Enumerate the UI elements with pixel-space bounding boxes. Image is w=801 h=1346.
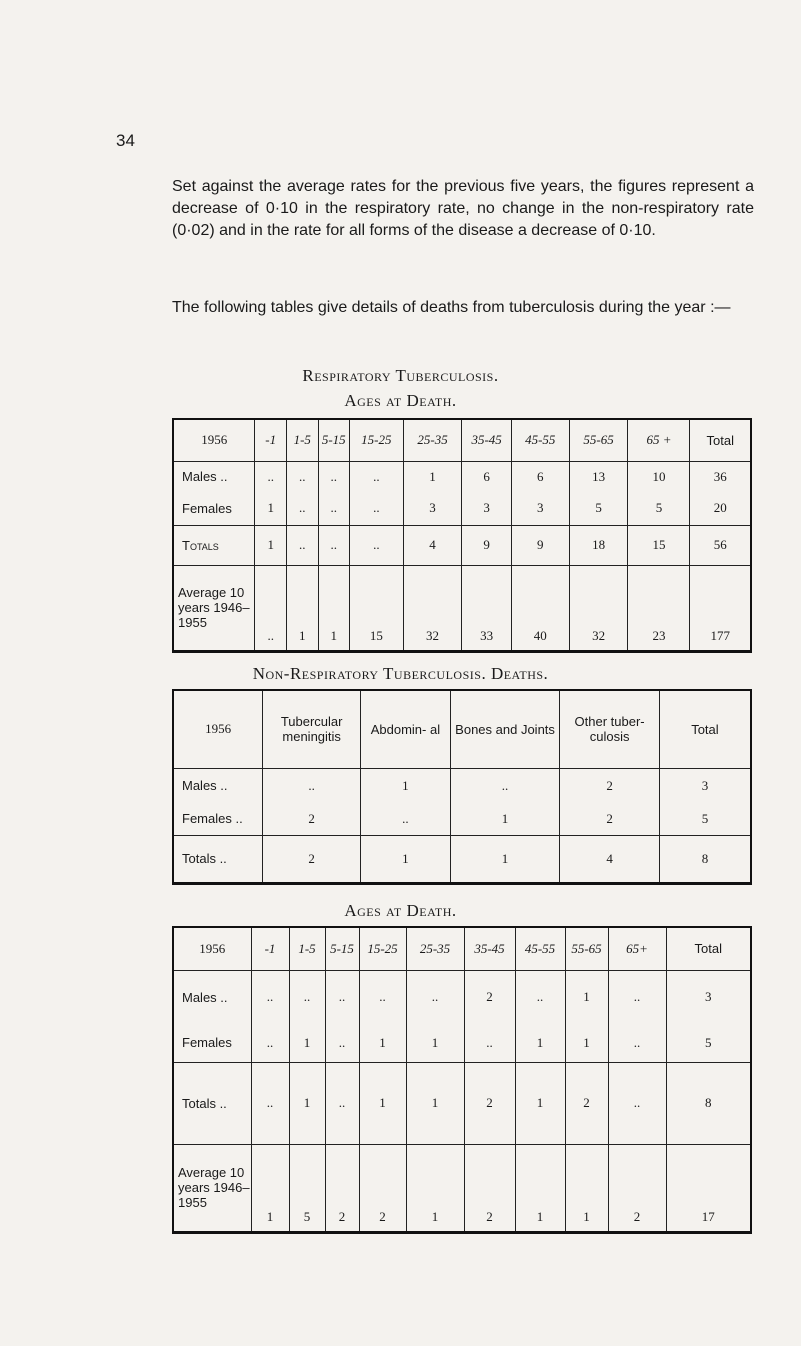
totals-row [173, 1062, 751, 1144]
non-respiratory-deaths-table [172, 689, 752, 885]
cell: .. [318, 461, 350, 492]
average-row [173, 565, 751, 651]
cell: 4 [403, 525, 462, 565]
cell: .. [450, 768, 560, 803]
cell: 18 [569, 525, 628, 565]
cell: .. [286, 525, 318, 565]
cell: 1 [289, 1024, 325, 1062]
cell: .. [251, 1024, 289, 1062]
cell: 20 [690, 492, 751, 525]
cell: 13 [569, 461, 628, 492]
cell: .. [255, 565, 287, 651]
cell: 2 [263, 803, 361, 835]
cell: .. [318, 492, 350, 525]
cell: 1 [403, 461, 462, 492]
header-age: 25-35 [406, 927, 464, 970]
header-age: 35-45 [464, 927, 515, 970]
cell: 2 [565, 1062, 608, 1144]
cell: 3 [666, 970, 751, 1024]
cell: 2 [359, 1144, 406, 1232]
cell: .. [289, 970, 325, 1024]
cell: 6 [462, 461, 511, 492]
cell: 15 [628, 525, 690, 565]
page-number: 34 [116, 131, 135, 150]
table-row [173, 492, 751, 525]
header-other: Other tuber- culosis [560, 690, 660, 768]
cell: .. [350, 492, 404, 525]
header-age: 5-15 [318, 419, 350, 461]
cell: 2 [608, 1144, 666, 1232]
non-respiratory-title: Non-Respiratory Tuberculosis. Deaths. [252, 664, 549, 683]
cell: 1 [406, 1062, 464, 1144]
header-age: 45-55 [511, 419, 569, 461]
cell: .. [325, 1062, 359, 1144]
cell: 1 [406, 1024, 464, 1062]
header-row [173, 927, 751, 970]
header-bones-joints: Bones and Joints [450, 690, 560, 768]
cell: .. [464, 1024, 515, 1062]
table-row [173, 461, 751, 492]
average-row [173, 1144, 751, 1232]
cell: 32 [569, 565, 628, 651]
header-row [173, 419, 751, 461]
header-age: -1 [251, 927, 289, 970]
cell: 1 [361, 835, 451, 883]
cell: 1 [565, 1024, 608, 1062]
intro-paragraph: Set against the average rates for the previous five years, the figures represent a decrease of 0·10 in the respiratory rate, no change in the non-respiratory rate (0·02) and in the rate for all forms of the disease a decrease of 0·10. [172, 178, 754, 239]
cell: .. [608, 1024, 666, 1062]
cell: 1 [450, 835, 560, 883]
header-age: 1-5 [286, 419, 318, 461]
cell: 3 [403, 492, 462, 525]
cell: 1 [251, 1144, 289, 1232]
cell: .. [325, 1024, 359, 1062]
header-tubercular-meningitis: Tubercular meningitis [263, 690, 361, 768]
cell: .. [608, 1062, 666, 1144]
totals-row [173, 525, 751, 565]
cell: 5 [289, 1144, 325, 1232]
cell: .. [350, 525, 404, 565]
cell: .. [325, 970, 359, 1024]
header-age: 45-55 [515, 927, 565, 970]
header-age: 55-65 [569, 419, 628, 461]
header-age: 5-15 [325, 927, 359, 970]
cell: 1 [318, 565, 350, 651]
row-label: Totals [173, 525, 255, 565]
cell: 1 [515, 1024, 565, 1062]
header-age: 25-35 [403, 419, 462, 461]
row-label: Totals .. [173, 1062, 251, 1144]
cell: .. [359, 970, 406, 1024]
cell: 1 [361, 768, 451, 803]
cell: .. [251, 970, 289, 1024]
cell: 1 [289, 1062, 325, 1144]
cell: .. [255, 461, 287, 492]
cell: .. [286, 492, 318, 525]
header-age: 65 + [628, 419, 690, 461]
header-year: 1956 [173, 927, 251, 970]
cell: 1 [255, 492, 287, 525]
cell: 56 [690, 525, 751, 565]
cell: 1 [515, 1144, 565, 1232]
totals-row [173, 835, 751, 883]
cell: .. [515, 970, 565, 1024]
cell: 2 [560, 768, 660, 803]
cell: 5 [666, 1024, 751, 1062]
cell: 2 [464, 970, 515, 1024]
cell: 9 [462, 525, 511, 565]
cell: 5 [569, 492, 628, 525]
cell: 23 [628, 565, 690, 651]
cell: 8 [659, 835, 751, 883]
row-label: Males .. [182, 778, 228, 794]
row-label: Females .. [182, 811, 243, 827]
cell: 8 [666, 1062, 751, 1144]
cell: 4 [560, 835, 660, 883]
cell: 6 [511, 461, 569, 492]
cell: 40 [511, 565, 569, 651]
table-row [173, 803, 751, 835]
cell: 5 [659, 803, 751, 835]
cell: 10 [628, 461, 690, 492]
cell: .. [286, 461, 318, 492]
table-row [173, 1024, 751, 1062]
header-age: 65+ [608, 927, 666, 970]
cell: 1 [406, 1144, 464, 1232]
cell: 1 [359, 1062, 406, 1144]
cell: 36 [690, 461, 751, 492]
cell: 3 [659, 768, 751, 803]
header-age: 35-45 [462, 419, 511, 461]
header-row [173, 690, 751, 768]
tables-intro-paragraph: The following tables give details of deaths from tuberculosis during the year :— [172, 299, 731, 316]
header-abdominal: Abdomin- al [361, 690, 451, 768]
respiratory-title: Respiratory Tuberculosis. [302, 366, 499, 385]
cell: .. [361, 803, 451, 835]
header-age: -1 [255, 419, 287, 461]
cell: .. [608, 970, 666, 1024]
header-year: 1956 [173, 690, 263, 768]
cell: .. [251, 1062, 289, 1144]
non-respiratory-ages-table [172, 926, 752, 1234]
row-label: Average 10 years 1946–1955 [173, 565, 255, 651]
cell: 1 [359, 1024, 406, 1062]
row-label: Average 10 years 1946–1955 [173, 1144, 251, 1232]
cell: 15 [350, 565, 404, 651]
table-row [173, 768, 751, 803]
table-row [173, 970, 751, 1024]
header-age: 1-5 [289, 927, 325, 970]
row-label: Females [182, 1035, 232, 1051]
cell: 33 [462, 565, 511, 651]
cell: 3 [511, 492, 569, 525]
cell: 1 [255, 525, 287, 565]
cell: .. [318, 525, 350, 565]
cell: 177 [690, 565, 751, 651]
cell: .. [406, 970, 464, 1024]
cell: 1 [286, 565, 318, 651]
row-label: Females [182, 500, 232, 516]
cell: 1 [450, 803, 560, 835]
cell: 1 [515, 1062, 565, 1144]
non-respiratory-ages-title: Ages at Death. [344, 901, 457, 920]
cell: 2 [464, 1144, 515, 1232]
cell: 1 [565, 970, 608, 1024]
cell: 32 [403, 565, 462, 651]
respiratory-ages-table [172, 418, 752, 653]
cell: 9 [511, 525, 569, 565]
header-age: 15-25 [359, 927, 406, 970]
cell: 3 [462, 492, 511, 525]
cell: 2 [325, 1144, 359, 1232]
header-age: 15-25 [350, 419, 404, 461]
header-total: Total [690, 419, 751, 461]
cell: 5 [628, 492, 690, 525]
header-age: 55-65 [565, 927, 608, 970]
cell: 17 [666, 1144, 751, 1232]
row-label: Males .. [182, 469, 228, 485]
header-total: Total [666, 927, 751, 970]
cell: 2 [464, 1062, 515, 1144]
row-label: Totals .. [173, 835, 263, 883]
cell: .. [263, 768, 361, 803]
header-total: Total [659, 690, 751, 768]
cell: 1 [565, 1144, 608, 1232]
header-year: 1956 [173, 419, 255, 461]
row-label: Males .. [182, 989, 228, 1005]
cell: 2 [560, 803, 660, 835]
cell: 2 [263, 835, 361, 883]
cell: .. [350, 461, 404, 492]
respiratory-subtitle: Ages at Death. [344, 391, 457, 410]
